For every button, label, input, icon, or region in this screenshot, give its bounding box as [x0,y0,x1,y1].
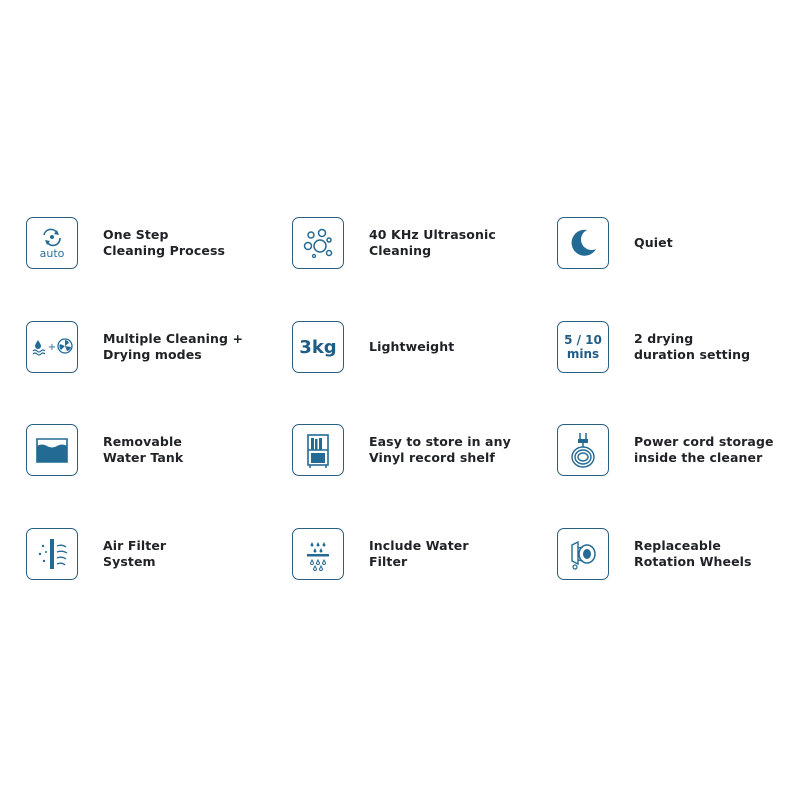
feature-label: Removable Water Tank [103,434,184,465]
feature-rotation-wheels [557,528,800,580]
feature-label: Lightweight [369,339,455,354]
weight-icon [292,321,344,373]
air-filter-icon [26,528,78,580]
feature-label: Air Filter System [103,538,167,569]
feature-quiet [557,217,800,269]
moon-icon [557,217,609,269]
feature-water-filter [292,528,542,580]
cord-icon [557,424,609,476]
timer-text: 5 / 10 mins [564,333,602,361]
auto-cycle-icon [26,217,78,269]
feature-ultrasonic [292,217,542,269]
weight-text: 3kg [299,336,337,358]
feature-air-filter [26,528,276,580]
feature-water-tank [26,424,276,476]
auto-text: auto [39,247,65,260]
water-filter-icon [292,528,344,580]
feature-label: Include Water Filter [369,538,469,569]
feature-label: Replaceable Rotation Wheels [634,538,752,569]
feature-label: Power cord storage inside the cleaner [634,434,774,465]
shelf-icon [292,424,344,476]
water-plus-fan-icon [26,321,78,373]
wheel-icon [557,528,609,580]
feature-label: One Step Cleaning Process [103,227,226,258]
feature-label: 40 KHz Ultrasonic Cleaning [369,227,496,258]
plus-text: + [47,342,57,353]
feature-lightweight [292,321,542,373]
feature-label: Quiet [634,235,673,250]
feature-one-step-cleaning [26,217,276,269]
feature-label: Multiple Cleaning + Drying modes [103,331,244,362]
feature-label: Easy to store in any Vinyl record shelf [369,434,511,465]
feature-drying-duration [557,321,800,373]
bubbles-icon [292,217,344,269]
water-tank-icon [26,424,78,476]
feature-label: 2 drying duration setting [634,331,751,362]
feature-vinyl-shelf [292,424,542,476]
feature-multiple-modes [26,321,276,373]
timer-text-icon [557,321,609,373]
feature-power-cord [557,424,800,476]
